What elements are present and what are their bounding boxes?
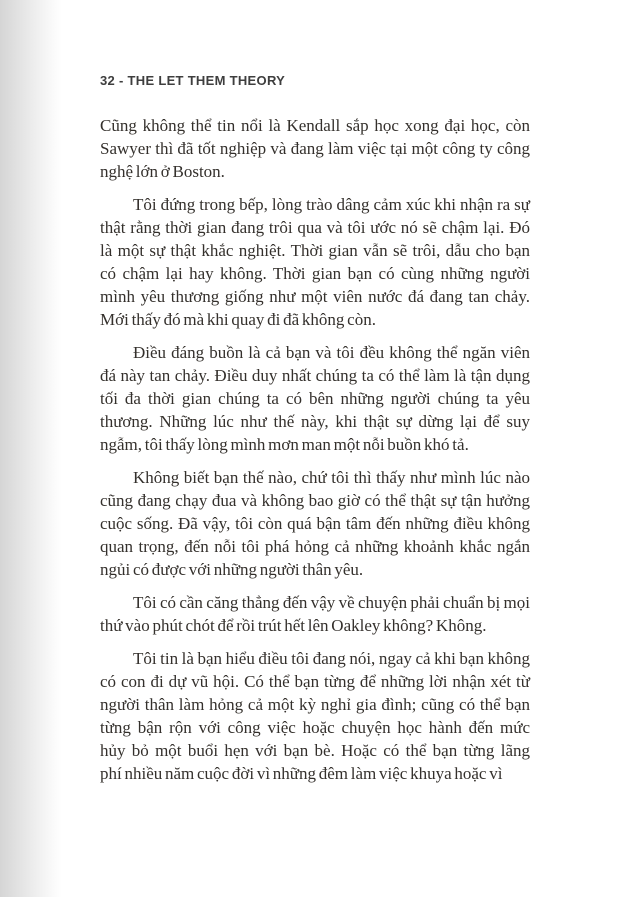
paragraph: [100, 341, 530, 456]
text-line: là một sự thật khắc nghiệt. Thời gian vẫn sẽ trôi, dẫu cho bạn: [100, 241, 530, 260]
text-line: có chậm lại hay không. Thời gian bạn có cùng những người: [100, 264, 530, 283]
text-line: tối đa thời gian chúng ta có bên những người chúng ta yêu: [100, 389, 530, 408]
page-spine-gradient: [0, 0, 62, 897]
page-body: [100, 114, 530, 785]
text-line: ngủi có được với những người thân yêu.: [100, 560, 364, 579]
paragraph: [100, 193, 530, 331]
text-line: mình yêu thương giống như một viên nước đá đang tan chảy.: [100, 287, 530, 306]
text-line: Tôi tin là bạn hiểu điều tôi đang nói, ngay cả khi bạn không: [133, 649, 530, 668]
text-line: thương. Những lúc như thế này, khi thật sự dừng lại để suy: [100, 412, 530, 431]
text-line: người thân làm hỏng cả một kỳ nghỉ gia đình; cũng có thể bạn: [100, 695, 530, 714]
text-line: thứ vào phút chót để rồi trút hết lên Oakley không? Không.: [100, 616, 487, 635]
text-line: phí nhiều năm cuộc đời vì những đêm làm việc khuya hoặc vì: [100, 764, 503, 783]
text-line: hủy bỏ một buổi hẹn với bạn bè. Hoặc có thể bạn từng lãng: [100, 741, 530, 760]
text-line: Tôi đứng trong bếp, lòng trào dâng cảm xúc khi nhận ra sự: [133, 195, 530, 214]
text-line: cũng đang chạy đua và không bao giờ có thể thật sự tận hưởng: [100, 491, 530, 510]
text-line: Điều đáng buồn là cả bạn và tôi đều không thể ngăn viên: [133, 343, 530, 362]
text-line: quan trọng, đến nỗi tôi phá hỏng cả những khoảnh khắc ngắn: [100, 537, 530, 556]
text-line: cuộc sống. Đã vậy, tôi còn quá bận tâm đến những điều không: [100, 514, 530, 533]
text-line: Cũng không thể tin nổi là Kendall sắp học xong đại học, còn: [100, 116, 530, 135]
running-header: 32 - THE LET THEM THEORY: [100, 73, 286, 88]
text-line: từng bận rộn với công việc hoặc chuyện học hành đến mức: [100, 718, 530, 737]
text-line: Mới thấy đó mà khi quay đi đã không còn.: [100, 310, 376, 329]
text-line: Sawyer thì đã tốt nghiệp và đang làm việc tại một công ty công: [100, 139, 530, 158]
paragraph: [100, 114, 530, 183]
paragraph: [100, 466, 530, 581]
paragraph: [100, 647, 530, 785]
text-line: nghệ lớn ở Boston.: [100, 162, 225, 181]
text-line: Không biết bạn thế nào, chứ tôi thì thấy như mình lúc nào: [133, 468, 530, 487]
paragraph: [100, 591, 530, 637]
text-line: thật rằng thời gian đang trôi qua và tôi ước nó sẽ chậm lại. Đó: [100, 218, 530, 237]
text-line: đá này tan chảy. Điều duy nhất chúng ta có thể làm là tận dụng: [100, 366, 530, 385]
text-line: ngẫm, tôi thấy lòng mình mơn man một nỗi buồn khó tả.: [100, 435, 469, 454]
text-line: có con đi dự vũ hội. Có thể bạn từng để những lời nhận xét từ: [100, 672, 530, 691]
text-line: Tôi có cần căng thẳng đến vậy về chuyện phải chuẩn bị mọi: [133, 593, 530, 612]
